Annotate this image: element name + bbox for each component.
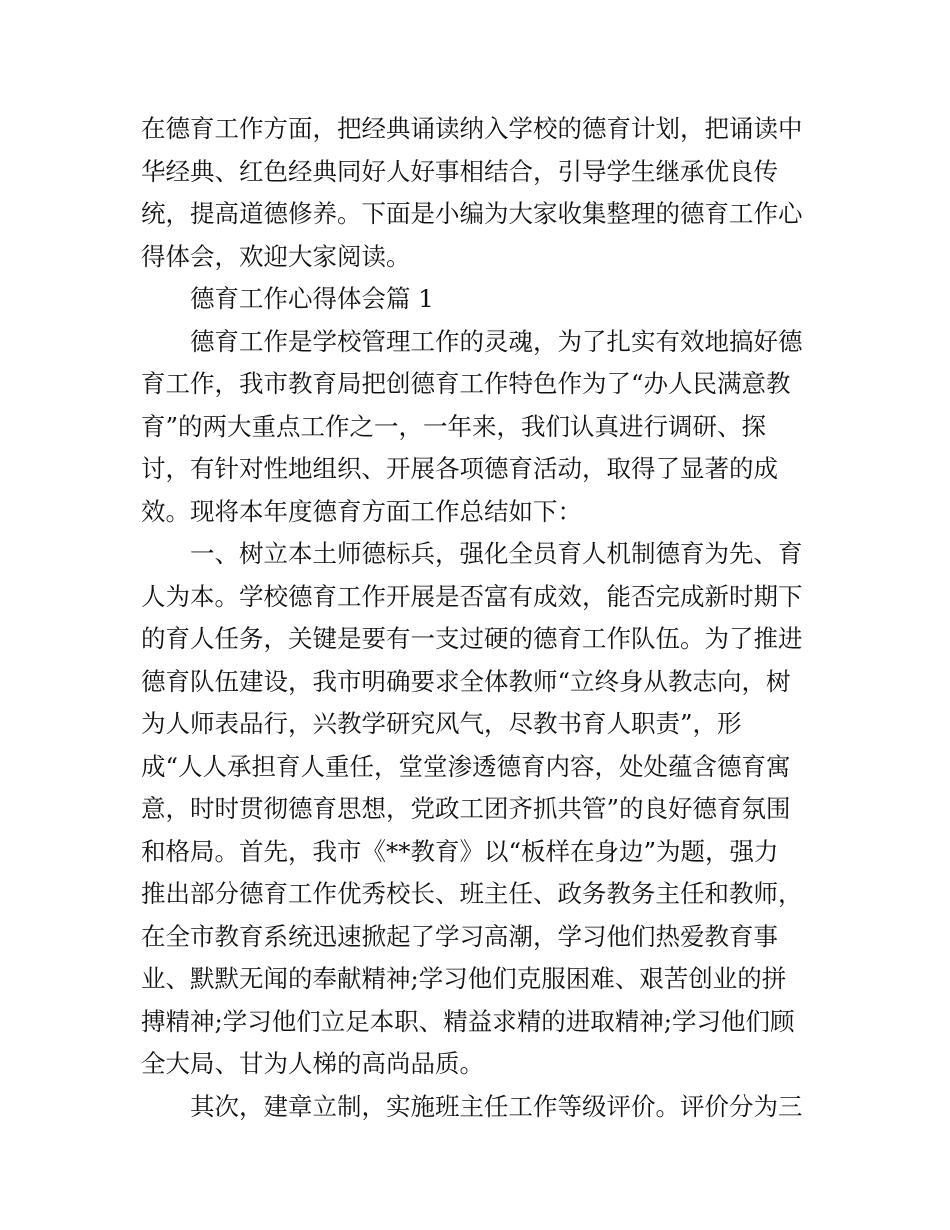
text-line: 育”的两大重点工作之一，一年来，我们认真进行调研、探 bbox=[141, 411, 767, 441]
text-line: 德育队伍建设，我市明确要求全体教师“立终身从教志向，树 bbox=[141, 666, 791, 696]
text-line: 人为本。学校德育工作开展是否富有成效，能否完成新时期下 bbox=[141, 581, 803, 611]
text-line: 搏精神;学习他们立足本职、精益求精的进取精神;学习他们顾 bbox=[141, 1006, 795, 1036]
text-line: 华经典、红色经典同好人好事相结合，引导学生继承优良传 bbox=[141, 156, 778, 186]
text-line: 统，提高道德修养。下面是小编为大家收集整理的德育工作心 bbox=[141, 199, 803, 228]
text-line: 和格局。首先，我市《**教育》以“板样在身边”为题，强力 bbox=[141, 836, 779, 866]
text-line: 其次，建章立制，实施班主任工作等级评价。评价分为三 bbox=[190, 1091, 803, 1121]
text-line: 成“人人承担育人重任，堂堂渗透德育内容，处处蕴含德育寓 bbox=[141, 751, 791, 781]
text-line: 讨，有针对性地组织、开展各项德育活动，取得了显著的成 bbox=[141, 454, 778, 483]
text-line: 全大局、甘为人梯的高尚品质。 bbox=[141, 1049, 484, 1078]
text-line: 业、默默无闻的奉献精神;学习他们克服困难、艰苦创业的拼 bbox=[141, 964, 787, 993]
text-line: 育工作，我市教育局把创德育工作特色作为了“办人民满意教 bbox=[141, 369, 791, 398]
text-line: 为人师表品行，兴教学研究风气，尽教书育人职责”，形 bbox=[141, 709, 742, 738]
text-line: 在全市教育系统迅速掀起了学习高潮，学习他们热爱教育事 bbox=[141, 921, 778, 951]
text-line: 推出部分德育工作优秀校长、班主任、政务教务主任和教师， bbox=[141, 879, 803, 908]
text-line: 得体会，欢迎大家阅读。 bbox=[141, 241, 411, 271]
text-line: 德育工作是学校管理工作的灵魂，为了扎实有效地搞好德 bbox=[190, 326, 803, 356]
text-line: 意，时时贯彻德育思想，党政工团齐抓共管”的良好德育氛围 bbox=[141, 794, 791, 823]
text-line: 在德育工作方面，把经典诵读纳入学校的德育计划，把诵读中 bbox=[141, 114, 803, 143]
text-line: 效。现将本年度德育方面工作总结如下： bbox=[141, 496, 582, 526]
text-line: 德育工作心得体会篇 1 bbox=[190, 284, 434, 313]
text-line: 一、树立本土师德标兵，强化全员育人机制德育为先、育 bbox=[190, 539, 803, 568]
text-line: 的育人任务，关键是要有一支过硬的德育工作队伍。为了推进 bbox=[141, 624, 803, 653]
document-body bbox=[141, 108, 821, 1128]
